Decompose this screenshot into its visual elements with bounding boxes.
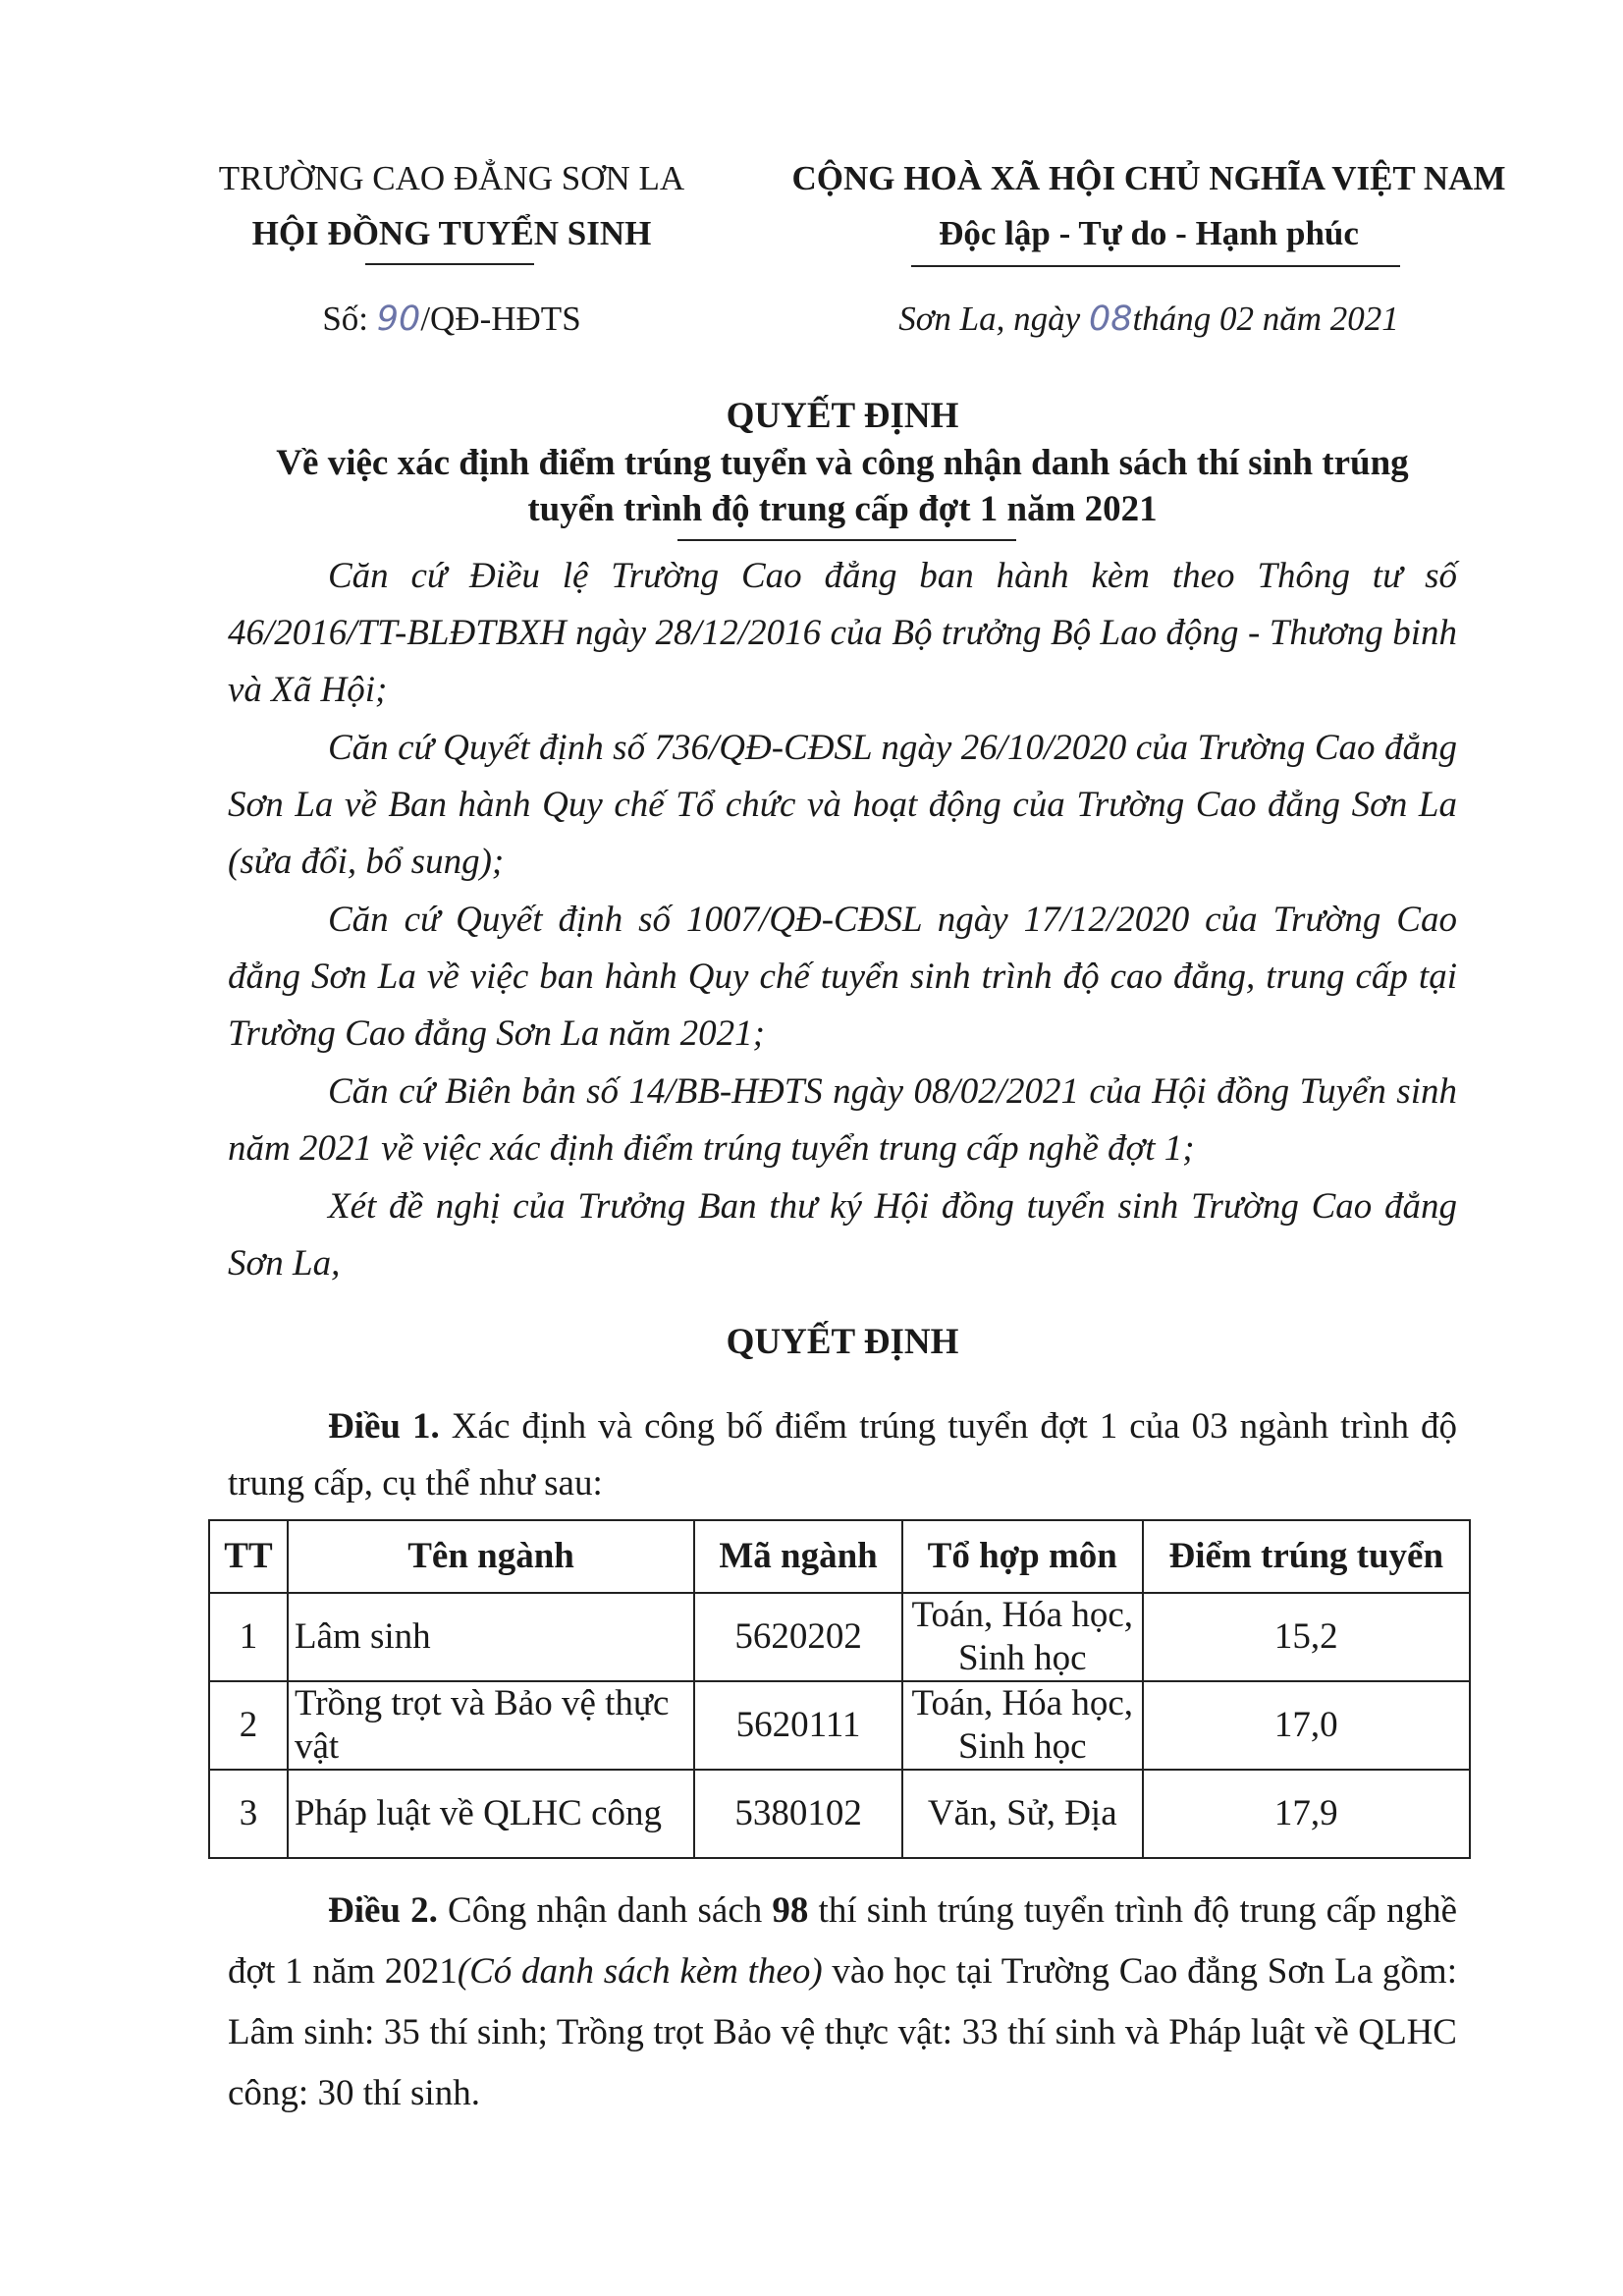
document-title: QUYẾT ĐỊNH — [726, 396, 959, 436]
article-1-text: Xác định và công bố điểm trúng tuyển đợt 1 của 03 ngành trình độ trung cấp, cụ thể như sau: — [228, 1406, 1458, 1503]
article-2-label: Điều 2. — [328, 1890, 438, 1931]
document-date — [766, 300, 1532, 339]
motto-underline — [911, 265, 1400, 267]
motto: Độc lập - Tự do - Hạnh phúc — [939, 214, 1359, 252]
subtitle-line-1: Về việc xác định điểm trúng tuyển và công nhận danh sách thí sinh trúng — [276, 443, 1409, 483]
admission-score-table — [208, 1519, 1471, 1859]
handwritten-number: 90 — [376, 300, 421, 339]
cell-tt: 2 — [209, 1681, 288, 1770]
header-tt: TT — [209, 1520, 288, 1593]
cell-subject-combo: Toán, Hóa học, Sinh học — [902, 1681, 1143, 1770]
cell-major-name: Pháp luật về QLHC công — [288, 1770, 694, 1858]
cell-subject-combo: Toán, Hóa học, Sinh học — [902, 1593, 1143, 1681]
cell-cutoff-score: 17,9 — [1143, 1770, 1470, 1858]
cell-major-name: Trồng trọt và Bảo vệ thực vật — [288, 1681, 694, 1770]
cell-tt: 1 — [209, 1593, 288, 1681]
subtitle-line-2: tuyển trình độ trung cấp đợt 1 năm 2021 — [527, 489, 1158, 529]
document-number — [196, 300, 707, 339]
council-underline — [365, 263, 534, 265]
school-name: TRƯỜNG CAO ĐẲNG SƠN LA — [218, 159, 685, 197]
cell-tt: 3 — [209, 1770, 288, 1858]
basis-4: Căn cứ Biên bản số 14/BB-HĐTS ngày 08/02/2021 của Hội đồng Tuyển sinh năm 2021 về việc xác định điểm trúng tuyển trung cấp nghề đợt 1; — [228, 1071, 1457, 1169]
date-suffix: tháng 02 năm 2021 — [1132, 300, 1399, 338]
cell-major-name: Lâm sinh — [288, 1593, 694, 1681]
header-major-code: Mã ngành — [694, 1520, 902, 1593]
handwritten-day: 08 — [1088, 300, 1133, 339]
basis-3: Căn cứ Quyết định số 1007/QĐ-CĐSL ngày 17/12/2020 của Trường Cao đẳng Sơn La về việc ban hành Quy chế tuyển sinh trình độ cao đẳng, trung cấp tại Trường Cao đẳng Sơn La năm 2021; — [228, 900, 1457, 1054]
basis-1: Căn cứ Điều lệ Trường Cao đẳng ban hành kèm theo Thông tư số 46/2016/TT-BLĐTBXH ngày 28/12/2016 của Bộ trưởng Bộ Lao động - Thương binh và Xã Hội; — [228, 556, 1457, 710]
basis-5: Xét đề nghị của Trưởng Ban thư ký Hội đồng tuyển sinh Trường Cao đẳng Sơn La, — [228, 1186, 1457, 1284]
country-name: CỘNG HOÀ XÃ HỘI CHỦ NGHĨA VIỆT NAM — [791, 159, 1506, 197]
article-2-text-1: Công nhận danh sách — [437, 1890, 773, 1931]
table-row — [209, 1593, 1470, 1681]
cell-major-code: 5380102 — [694, 1770, 902, 1858]
table-row — [209, 1681, 1470, 1770]
article-2-text-2: thí sinh trúng tuyển trình độ trung cấp nghề đợt 1 năm 2021 — [228, 1890, 1457, 1992]
table-header-row — [209, 1520, 1470, 1593]
table-row — [209, 1770, 1470, 1858]
basis-2: Căn cứ Quyết định số 736/QĐ-CĐSL ngày 26/10/2020 của Trường Cao đẳng Sơn La về Ban hành Quy chế Tổ chức và hoạt động của Trường Cao đẳng Sơn La (sửa đổi, bổ sung); — [228, 728, 1457, 882]
cell-cutoff-score: 15,2 — [1143, 1593, 1470, 1681]
date-prefix: Sơn La, ngày — [898, 300, 1081, 338]
title-underline — [677, 539, 1016, 541]
attachment-note: (Có danh sách kèm theo) — [457, 1951, 823, 1992]
number-suffix: /QĐ-HĐTS — [420, 300, 581, 338]
header-cutoff-score: Điểm trúng tuyển — [1143, 1520, 1470, 1593]
decision-heading: QUYẾT ĐỊNH — [726, 1322, 959, 1362]
article-2 — [228, 1881, 1457, 2124]
council-name: HỘI ĐỒNG TUYỂN SINH — [251, 214, 652, 252]
article-1 — [228, 1398, 1457, 1512]
admitted-count: 98 — [772, 1890, 809, 1931]
cell-major-code: 5620111 — [694, 1681, 902, 1770]
article-1-label: Điều 1. — [328, 1406, 440, 1447]
header-subject-combo: Tổ hợp môn — [902, 1520, 1143, 1593]
cell-cutoff-score: 17,0 — [1143, 1681, 1470, 1770]
cell-subject-combo: Văn, Sử, Địa — [902, 1770, 1143, 1858]
article-2-text-3: vào học tại Trường Cao đẳng Sơn La gồm: Lâm sinh: 35 thí sinh; Trồng trọt Bảo vệ thực vật: 33 thí sinh và Pháp luật về QLHC công: 30 thí sinh. — [228, 1951, 1457, 2113]
header-major-name: Tên ngành — [288, 1520, 694, 1593]
number-prefix: Số: — [322, 300, 369, 338]
cell-major-code: 5620202 — [694, 1593, 902, 1681]
